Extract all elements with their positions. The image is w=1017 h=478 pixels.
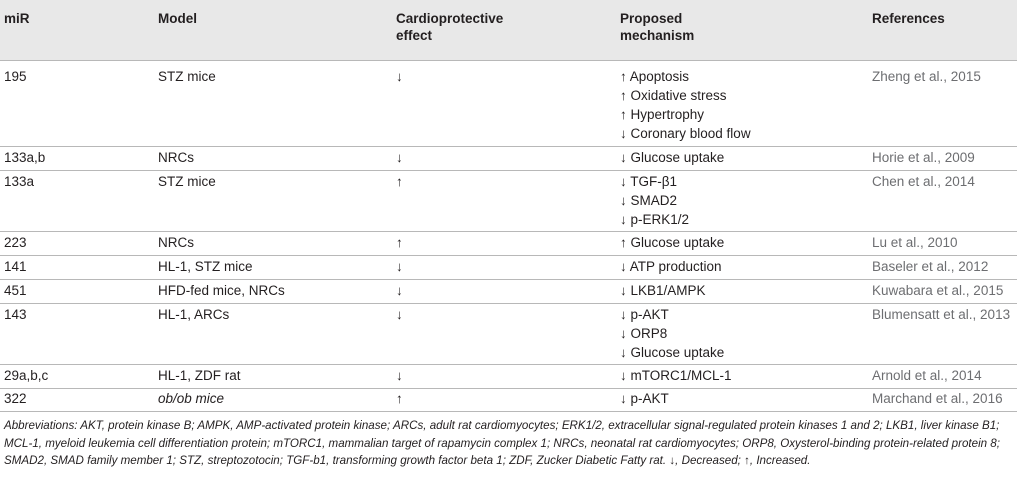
header-mir: miR bbox=[4, 11, 30, 26]
table-cell-reference: Zheng et al., 2015 bbox=[872, 69, 981, 84]
table-cell-mechanism bbox=[620, 281, 706, 300]
table-cell-mir: 133a,b bbox=[4, 150, 46, 165]
mechanism-line: ↓ mTORC1/MCL-1 bbox=[620, 368, 732, 383]
header-effect-line2: effect bbox=[396, 28, 433, 43]
mechanism-line: ↓ p-AKT bbox=[620, 307, 669, 322]
mechanism-line: ↑ Hypertrophy bbox=[620, 107, 705, 122]
table-cell-mechanism bbox=[620, 172, 689, 229]
mechanism-line: ↓ Glucose uptake bbox=[620, 150, 725, 165]
table-cell-effect: ↑ bbox=[396, 391, 403, 406]
mechanism-line: ↓ Coronary blood flow bbox=[620, 126, 751, 141]
table-cell-mechanism bbox=[620, 148, 724, 167]
header-effect-line1: Cardioprotective bbox=[396, 11, 504, 26]
table-cell-model: HL-1, ARCs bbox=[158, 307, 230, 322]
table-header-background bbox=[0, 0, 1017, 60]
header-mechanism-line2: mechanism bbox=[620, 28, 695, 43]
table-cell-model: STZ mice bbox=[158, 174, 216, 189]
mechanism-line: ↓ ORP8 bbox=[620, 326, 668, 341]
table-cell-mir: 133a bbox=[4, 174, 35, 189]
table-cell-model: STZ mice bbox=[158, 69, 216, 84]
table-cell-effect: ↓ bbox=[396, 259, 403, 274]
mechanism-line: ↓ TGF-β1 bbox=[620, 174, 678, 189]
mechanism-line: ↓ p-AKT bbox=[620, 391, 669, 406]
row-divider bbox=[0, 279, 1017, 280]
header-cardioprotective-effect bbox=[396, 10, 503, 44]
row-divider bbox=[0, 255, 1017, 256]
table-cell-model: HFD-fed mice, NRCs bbox=[158, 283, 285, 298]
row-divider bbox=[0, 146, 1017, 147]
header-mechanism-line1: Proposed bbox=[620, 11, 683, 26]
table-cell-effect: ↓ bbox=[396, 307, 403, 322]
table-cell-effect: ↓ bbox=[396, 69, 403, 84]
table-cell-mir: 322 bbox=[4, 391, 27, 406]
mechanism-line: ↑ Glucose uptake bbox=[620, 235, 725, 250]
table-cell-effect: ↓ bbox=[396, 368, 403, 383]
table-bottom-rule bbox=[0, 411, 1017, 412]
table-cell-mechanism bbox=[620, 257, 722, 276]
table-cell-reference: Baseler et al., 2012 bbox=[872, 259, 989, 274]
table-footnote: Abbreviations: AKT, protein kinase B; AMPK, AMP-activated protein kinase; ARCs, adult rat cardiomyocytes; ERK1/2, extracellular signal-regulated protein kinases 1 and 2; LKB1, liver kinase B1; MCL-1, myeloid leukemia cell differentiation protein; mTORC1, mammalian target of rapamycin complex 1; NRCs, neonatal rat cardiomyocytes; ORP8, Oxysterol-binding protein-related protein 8; SMAD2, SMAD family member 1; STZ, streptozotocin; TGF-b1, transforming growth factor beta 1; ZDF, Zucker Diabetic Fatty rat. ↓, Decreased; ↑, Increased. bbox=[4, 419, 1000, 467]
table-cell-mechanism bbox=[620, 366, 732, 385]
table-cell-mechanism bbox=[620, 305, 724, 362]
table-cell-reference: Kuwabara et al., 2015 bbox=[872, 283, 1004, 298]
table-cell-model: NRCs bbox=[158, 150, 194, 165]
mechanism-line: ↓ ATP production bbox=[620, 259, 722, 274]
table-cell-effect: ↑ bbox=[396, 174, 403, 189]
table-cell-mir: 29a,b,c bbox=[4, 368, 49, 383]
table-cell-reference: Chen et al., 2014 bbox=[872, 174, 975, 189]
table-cell-effect: ↓ bbox=[396, 150, 403, 165]
table-cell-effect: ↓ bbox=[396, 283, 403, 298]
mechanism-line: ↓ LKB1/AMPK bbox=[620, 283, 706, 298]
row-divider bbox=[0, 303, 1017, 304]
row-divider bbox=[0, 388, 1017, 389]
row-divider bbox=[0, 170, 1017, 171]
table-cell-mechanism bbox=[620, 233, 724, 252]
table-cell-model: ob/ob mice bbox=[158, 391, 225, 406]
header-model: Model bbox=[158, 11, 197, 26]
header-proposed-mechanism bbox=[620, 10, 694, 44]
row-divider bbox=[0, 364, 1017, 365]
row-divider bbox=[0, 231, 1017, 232]
table-cell-mir: 143 bbox=[4, 307, 27, 322]
table-cell-reference: Horie et al., 2009 bbox=[872, 150, 975, 165]
table-cell-reference: Lu et al., 2010 bbox=[872, 235, 958, 250]
table-cell-mir: 141 bbox=[4, 259, 27, 274]
table-cell-mir: 451 bbox=[4, 283, 27, 298]
mechanism-line: ↓ p-ERK1/2 bbox=[620, 212, 690, 227]
table-cell-mir: 195 bbox=[4, 69, 27, 84]
table-cell-mir: 223 bbox=[4, 235, 27, 250]
header-references: References bbox=[872, 11, 945, 26]
header-divider bbox=[0, 60, 1017, 61]
table-cell-mechanism bbox=[620, 389, 669, 408]
table-cell-reference: Arnold et al., 2014 bbox=[872, 368, 982, 383]
mechanism-line: ↑ Apoptosis bbox=[620, 69, 690, 84]
table-cell-model: NRCs bbox=[158, 235, 194, 250]
table-cell-reference: Marchand et al., 2016 bbox=[872, 391, 1003, 406]
table-cell-effect: ↑ bbox=[396, 235, 403, 250]
mechanism-line: ↓ SMAD2 bbox=[620, 193, 678, 208]
table-cell-model: HL-1, ZDF rat bbox=[158, 368, 241, 383]
table-cell-reference: Blumensatt et al., 2013 bbox=[872, 307, 1011, 322]
table-cell-mechanism bbox=[620, 67, 751, 143]
table-cell-model: HL-1, STZ mice bbox=[158, 259, 253, 274]
mechanism-line: ↑ Oxidative stress bbox=[620, 88, 727, 103]
mechanism-line: ↓ Glucose uptake bbox=[620, 345, 725, 360]
